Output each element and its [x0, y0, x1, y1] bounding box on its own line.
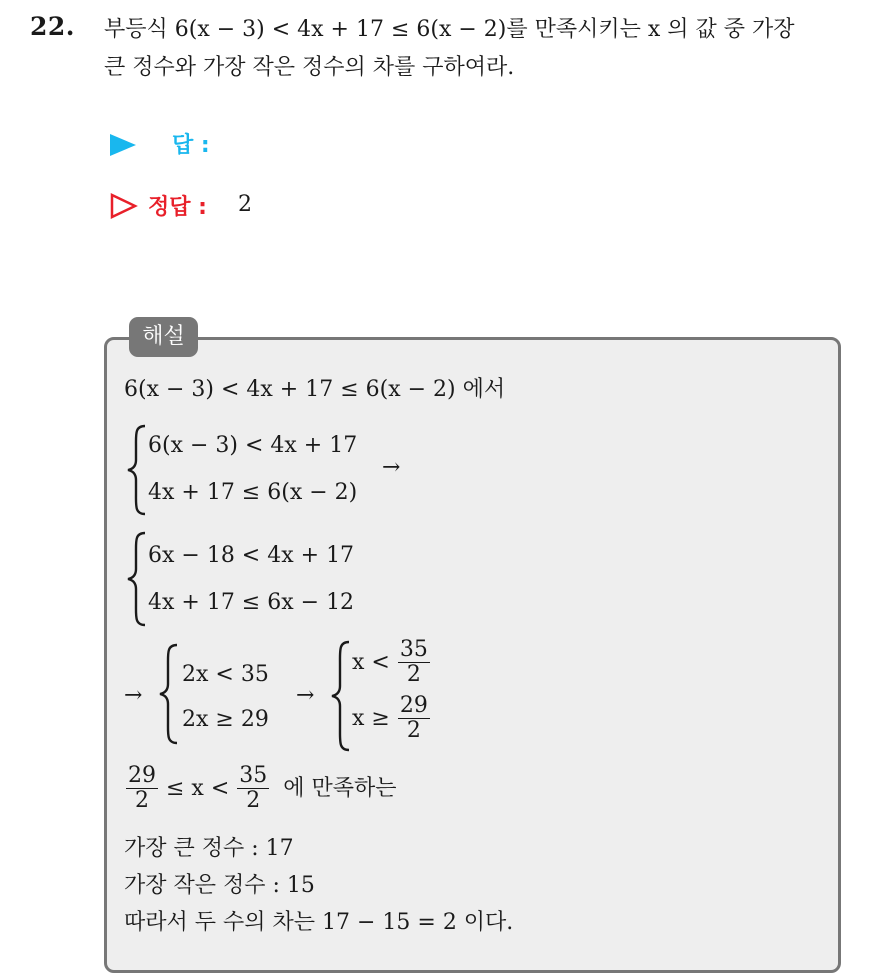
system1-row-1: 6(x − 3) < 4x + 17 — [148, 433, 358, 458]
system-brace-2 — [126, 531, 148, 627]
correct-answer-marker-icon — [110, 193, 138, 219]
given-inequality: 6(x − 3) < 4x + 17 ≤ 6(x − 2) 에서 — [124, 377, 506, 402]
system3-row-1: 2x < 35 — [182, 662, 269, 687]
system4-row-2 — [352, 694, 430, 743]
min-integer-line: 가장 작은 정수 : 15 — [124, 873, 315, 898]
explanation-tag: 해설 — [129, 317, 198, 357]
fraction-denominator: 2 — [406, 718, 421, 743]
range-line — [126, 764, 397, 813]
fraction-35-over-2 — [398, 638, 430, 687]
correct-answer-label: 정답 : — [148, 195, 207, 220]
system-brace-4 — [330, 640, 352, 752]
fraction-numerator: 35 — [399, 637, 428, 662]
system4-row-1 — [352, 638, 430, 687]
system4-row-1-prefix: x < — [352, 649, 390, 675]
system-brace-1 — [126, 424, 148, 516]
system4-row-2-prefix: x ≥ — [352, 705, 390, 731]
system1-arrow: → — [382, 455, 401, 480]
max-integer-line: 가장 큰 정수 : 17 — [124, 836, 294, 861]
fraction-35-over-2-range — [237, 764, 269, 813]
fraction-denominator: 2 — [135, 788, 149, 813]
fraction-29-over-2-range — [126, 764, 158, 813]
system-brace-3 — [158, 643, 180, 745]
conclusion-line: 따라서 두 수의 차는 17 − 15 = 2 이다. — [124, 910, 514, 935]
fraction-numerator: 35 — [239, 763, 268, 788]
system3-lead-arrow: → — [124, 683, 143, 708]
fraction-denominator: 2 — [246, 788, 261, 813]
answer-marker-icon — [110, 134, 136, 156]
correct-answer-value: 2 — [238, 192, 252, 217]
fraction-denominator: 2 — [406, 662, 421, 687]
question-number: 22. — [30, 12, 75, 41]
question-text-line-2: 큰 정수와 가장 작은 정수의 차를 구하여라. — [104, 55, 515, 80]
answer-label: 답 : — [172, 133, 210, 158]
fraction-numerator: 29 — [399, 693, 428, 718]
fraction-29-over-2 — [398, 694, 430, 743]
system2-row-1: 6x − 18 < 4x + 17 — [148, 543, 355, 568]
question-text-line-1: 부등식 6(x − 3) < 4x + 17 ≤ 6(x − 2)를 만족시키는 x 의 값 중 가장 — [104, 17, 795, 42]
system3-row-2: 2x ≥ 29 — [182, 707, 269, 732]
system3-arrow: → — [296, 683, 315, 708]
system2-row-2: 4x + 17 ≤ 6x − 12 — [148, 590, 355, 615]
range-suffix: 에 만족하는 — [283, 775, 397, 801]
system1-row-2: 4x + 17 ≤ 6(x − 2) — [148, 480, 358, 505]
fraction-numerator: 29 — [128, 763, 156, 788]
range-middle: ≤ x < — [166, 775, 230, 801]
